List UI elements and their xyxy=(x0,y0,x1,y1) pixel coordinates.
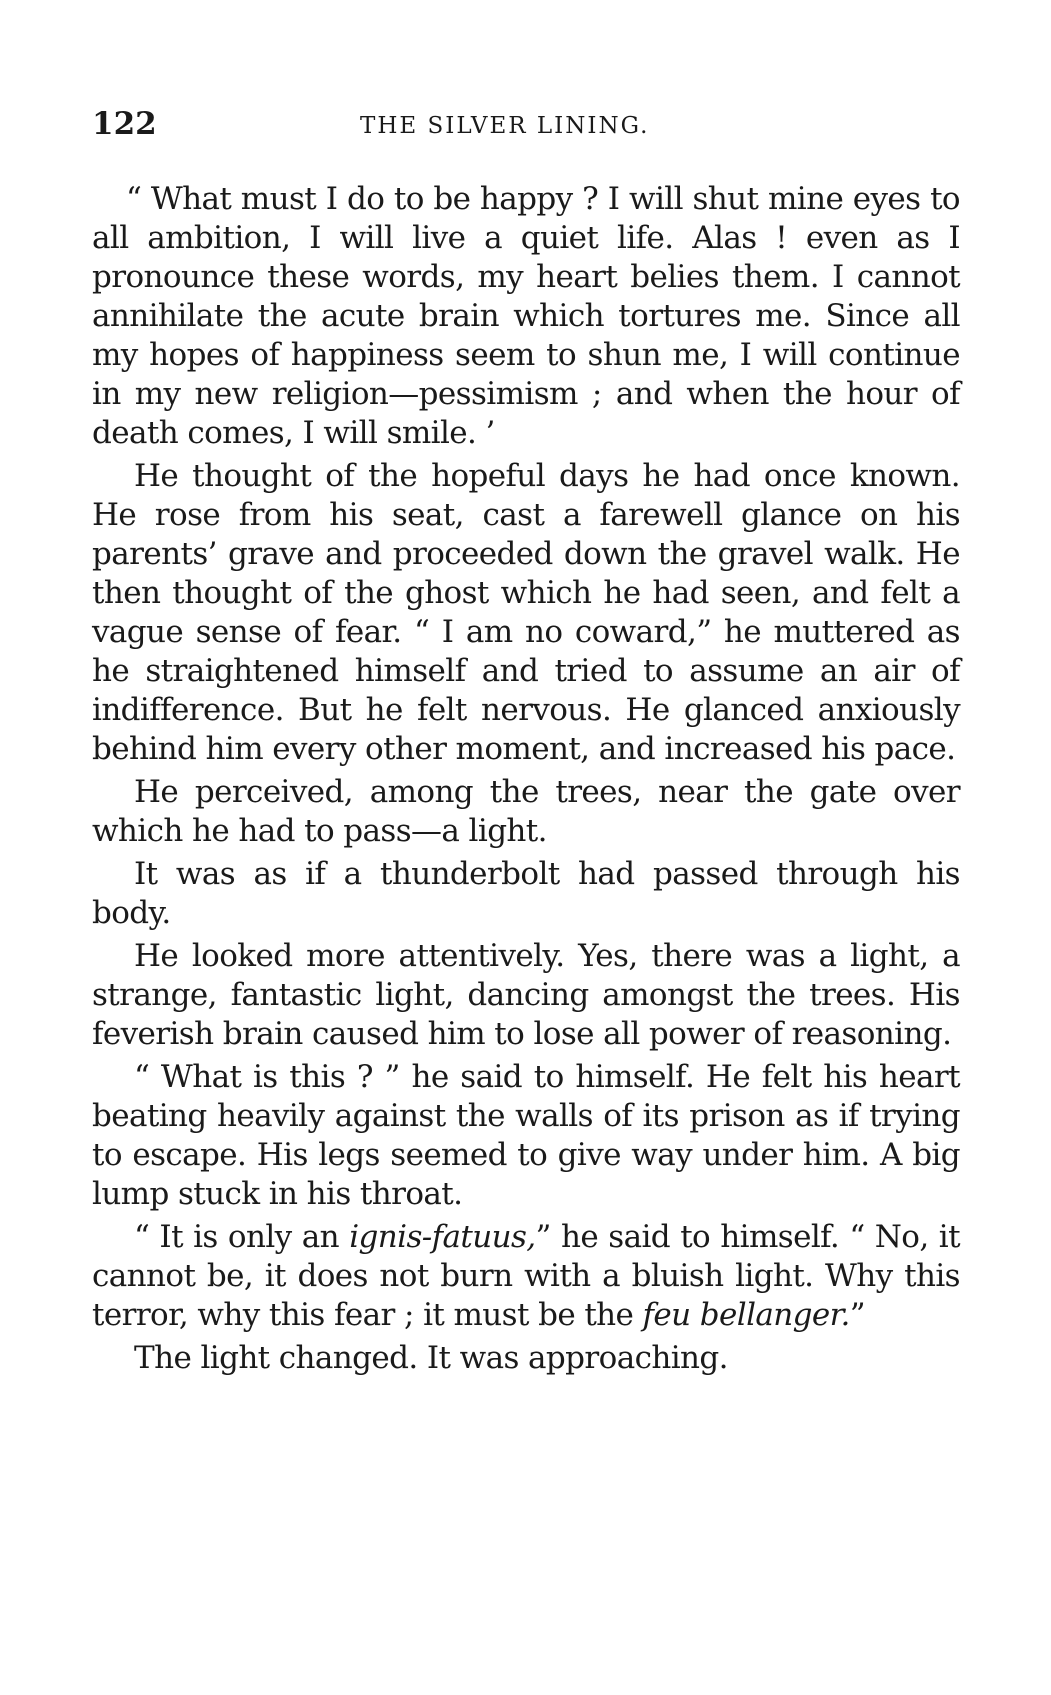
paragraph: He looked more attentively. Yes, there was a light, a strange, fantastic light, dancing amongst the trees. His feverish brain caused him to lose all power of reasoning. xyxy=(92,938,960,1052)
paragraph: The light changed. It was approaching. xyxy=(134,1340,728,1376)
text-run: “ It is only an xyxy=(134,1219,350,1255)
paragraph: “ What is this ? ” he said to himself. He felt his heart beating heavily against the walls of its prison as if trying to escape. His legs seemed to give way under him. A big lump stuck in his throat. xyxy=(92,1059,960,1212)
paragraph: It was as if a thunderbolt had passed through his body. xyxy=(92,856,960,931)
text-run: ” he said to himself. “ No, it cannot be, it does not burn with a bluish light. Why this terror, why this fear ; it must be the xyxy=(92,1219,960,1333)
paragraph: “ What must I do to be happy ? I will shut mine eyes to all ambition, I will live a quiet life. Alas ! even as I pronounce these words, my heart belies them. I cannot annihilate the acute brain which tortures me. Since all my hopes of happiness seem to shun me, I will continue in my new religion—pessimism ; and when the hour of death comes, I will smile. ’ xyxy=(92,181,960,451)
paragraph-with-italics xyxy=(92,1218,960,1335)
paragraph: He thought of the hopeful days he had once known. He rose from his seat, cast a farewell glance on his parents’ grave and proceeded down the gravel walk. He then thought of the ghost which he had seen, and felt a vague sense of fear. “ I am no coward,” he muttered as he straightened himself and tried to assume an air of indifference. But he felt nervous. He glanced anxiously behind him every other moment, and increased his pace. xyxy=(92,458,960,767)
paragraph: He perceived, among the trees, near the gate over which he had to pass—a light. xyxy=(92,774,960,849)
text-run: ” xyxy=(849,1297,865,1333)
page-number: 122 xyxy=(92,106,157,142)
running-head xyxy=(92,104,972,144)
body-text xyxy=(92,180,960,1382)
italic-phrase: feu bellanger. xyxy=(642,1297,850,1333)
italic-phrase: ignis-fatuus, xyxy=(349,1219,536,1255)
running-title: THE SILVER LINING. xyxy=(360,113,650,139)
